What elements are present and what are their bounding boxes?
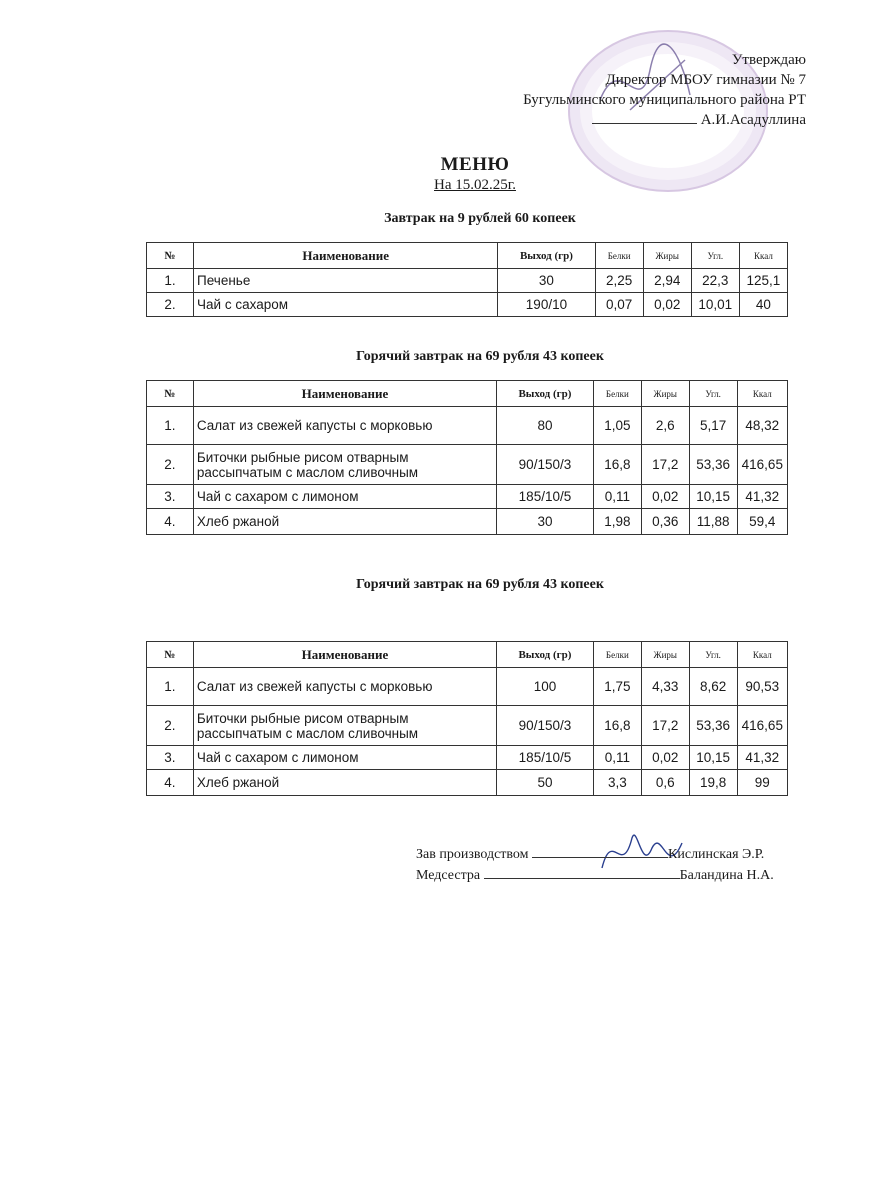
header-name: Наименование <box>193 642 496 668</box>
section-title-hot-breakfast-1: Горячий завтрак на 69 рубля 43 копеек <box>356 349 604 364</box>
production-signature-line: Зав производством Кислинская Э.Р. <box>416 847 765 862</box>
header-carbs: Угл. <box>691 243 739 269</box>
header-fat: Жиры <box>643 243 691 269</box>
header-num: № <box>147 243 194 269</box>
table-row: 1. Печенье 30 2,25 2,94 22,3 125,1 <box>147 269 788 293</box>
header-name: Наименование <box>194 243 498 269</box>
header-name: Наименование <box>193 381 496 407</box>
header-protein: Белки <box>593 642 641 668</box>
table-row: 2. Биточки рыбные рисом отварным рассыпчатым с маслом сливочным 90/150/3 16,8 17,2 53,36 416,65 <box>147 445 788 485</box>
hot-breakfast-table-2 <box>146 641 788 796</box>
approval-line-3: Бугульминского муниципального района РТ <box>523 92 806 108</box>
approval-line-2: Директор МБОУ гимназии № 7 <box>605 72 806 88</box>
section-title-breakfast: Завтрак на 9 рублей 60 копеек <box>384 211 576 226</box>
table-row: 4. Хлеб ржаной 30 1,98 0,36 11,88 59,4 <box>147 509 788 535</box>
header-fat: Жиры <box>641 642 689 668</box>
header-kcal: Ккал <box>737 381 787 407</box>
header-fat: Жиры <box>641 381 689 407</box>
approval-line-1: Утверждаю <box>731 52 806 68</box>
approval-line-4: А.И.Асадуллина <box>523 110 806 130</box>
header-protein: Белки <box>595 243 643 269</box>
hot-breakfast-table-1 <box>146 380 788 535</box>
header-carbs: Угл. <box>689 642 737 668</box>
table-row: 1. Салат из свежей капусты с морковью 100 1,75 4,33 8,62 90,53 <box>147 668 788 706</box>
table-header-row <box>147 642 788 668</box>
header-kcal: Ккал <box>739 243 787 269</box>
table-row: 2. Чай с сахаром 190/10 0,07 0,02 10,01 40 <box>147 293 788 317</box>
table-header-row <box>147 381 788 407</box>
header-num: № <box>147 642 194 668</box>
header-kcal: Ккал <box>737 642 787 668</box>
header-yield: Выход (гр) <box>497 381 594 407</box>
signature-block <box>416 844 774 886</box>
nurse-signature-line: Медсестра Баландина Н.А. <box>416 868 774 883</box>
header-protein: Белки <box>593 381 641 407</box>
section-title-hot-breakfast-2: Горячий завтрак на 69 рубля 43 копеек <box>356 577 604 592</box>
table-row: 3. Чай с сахаром с лимоном 185/10/5 0,11 0,02 10,15 41,32 <box>147 746 788 770</box>
breakfast-table <box>146 242 788 317</box>
header-yield: Выход (гр) <box>498 243 595 269</box>
menu-date: На 15.02.25г. <box>434 177 516 193</box>
approval-block <box>523 50 806 130</box>
table-row: 3. Чай с сахаром с лимоном 185/10/5 0,11 0,02 10,15 41,32 <box>147 485 788 509</box>
page-title: МЕНЮ <box>440 154 510 175</box>
table-row: 2. Биточки рыбные рисом отварным рассыпчатым с маслом сливочным 90/150/3 16,8 17,2 53,36 416,65 <box>147 706 788 746</box>
header-num: № <box>147 381 194 407</box>
header-yield: Выход (гр) <box>497 642 594 668</box>
table-row: 1. Салат из свежей капусты с морковью 80 1,05 2,6 5,17 48,32 <box>147 407 788 445</box>
table-header-row <box>147 243 788 269</box>
table-row: 4. Хлеб ржаной 50 3,3 0,6 19,8 99 <box>147 770 788 796</box>
header-carbs: Угл. <box>689 381 737 407</box>
